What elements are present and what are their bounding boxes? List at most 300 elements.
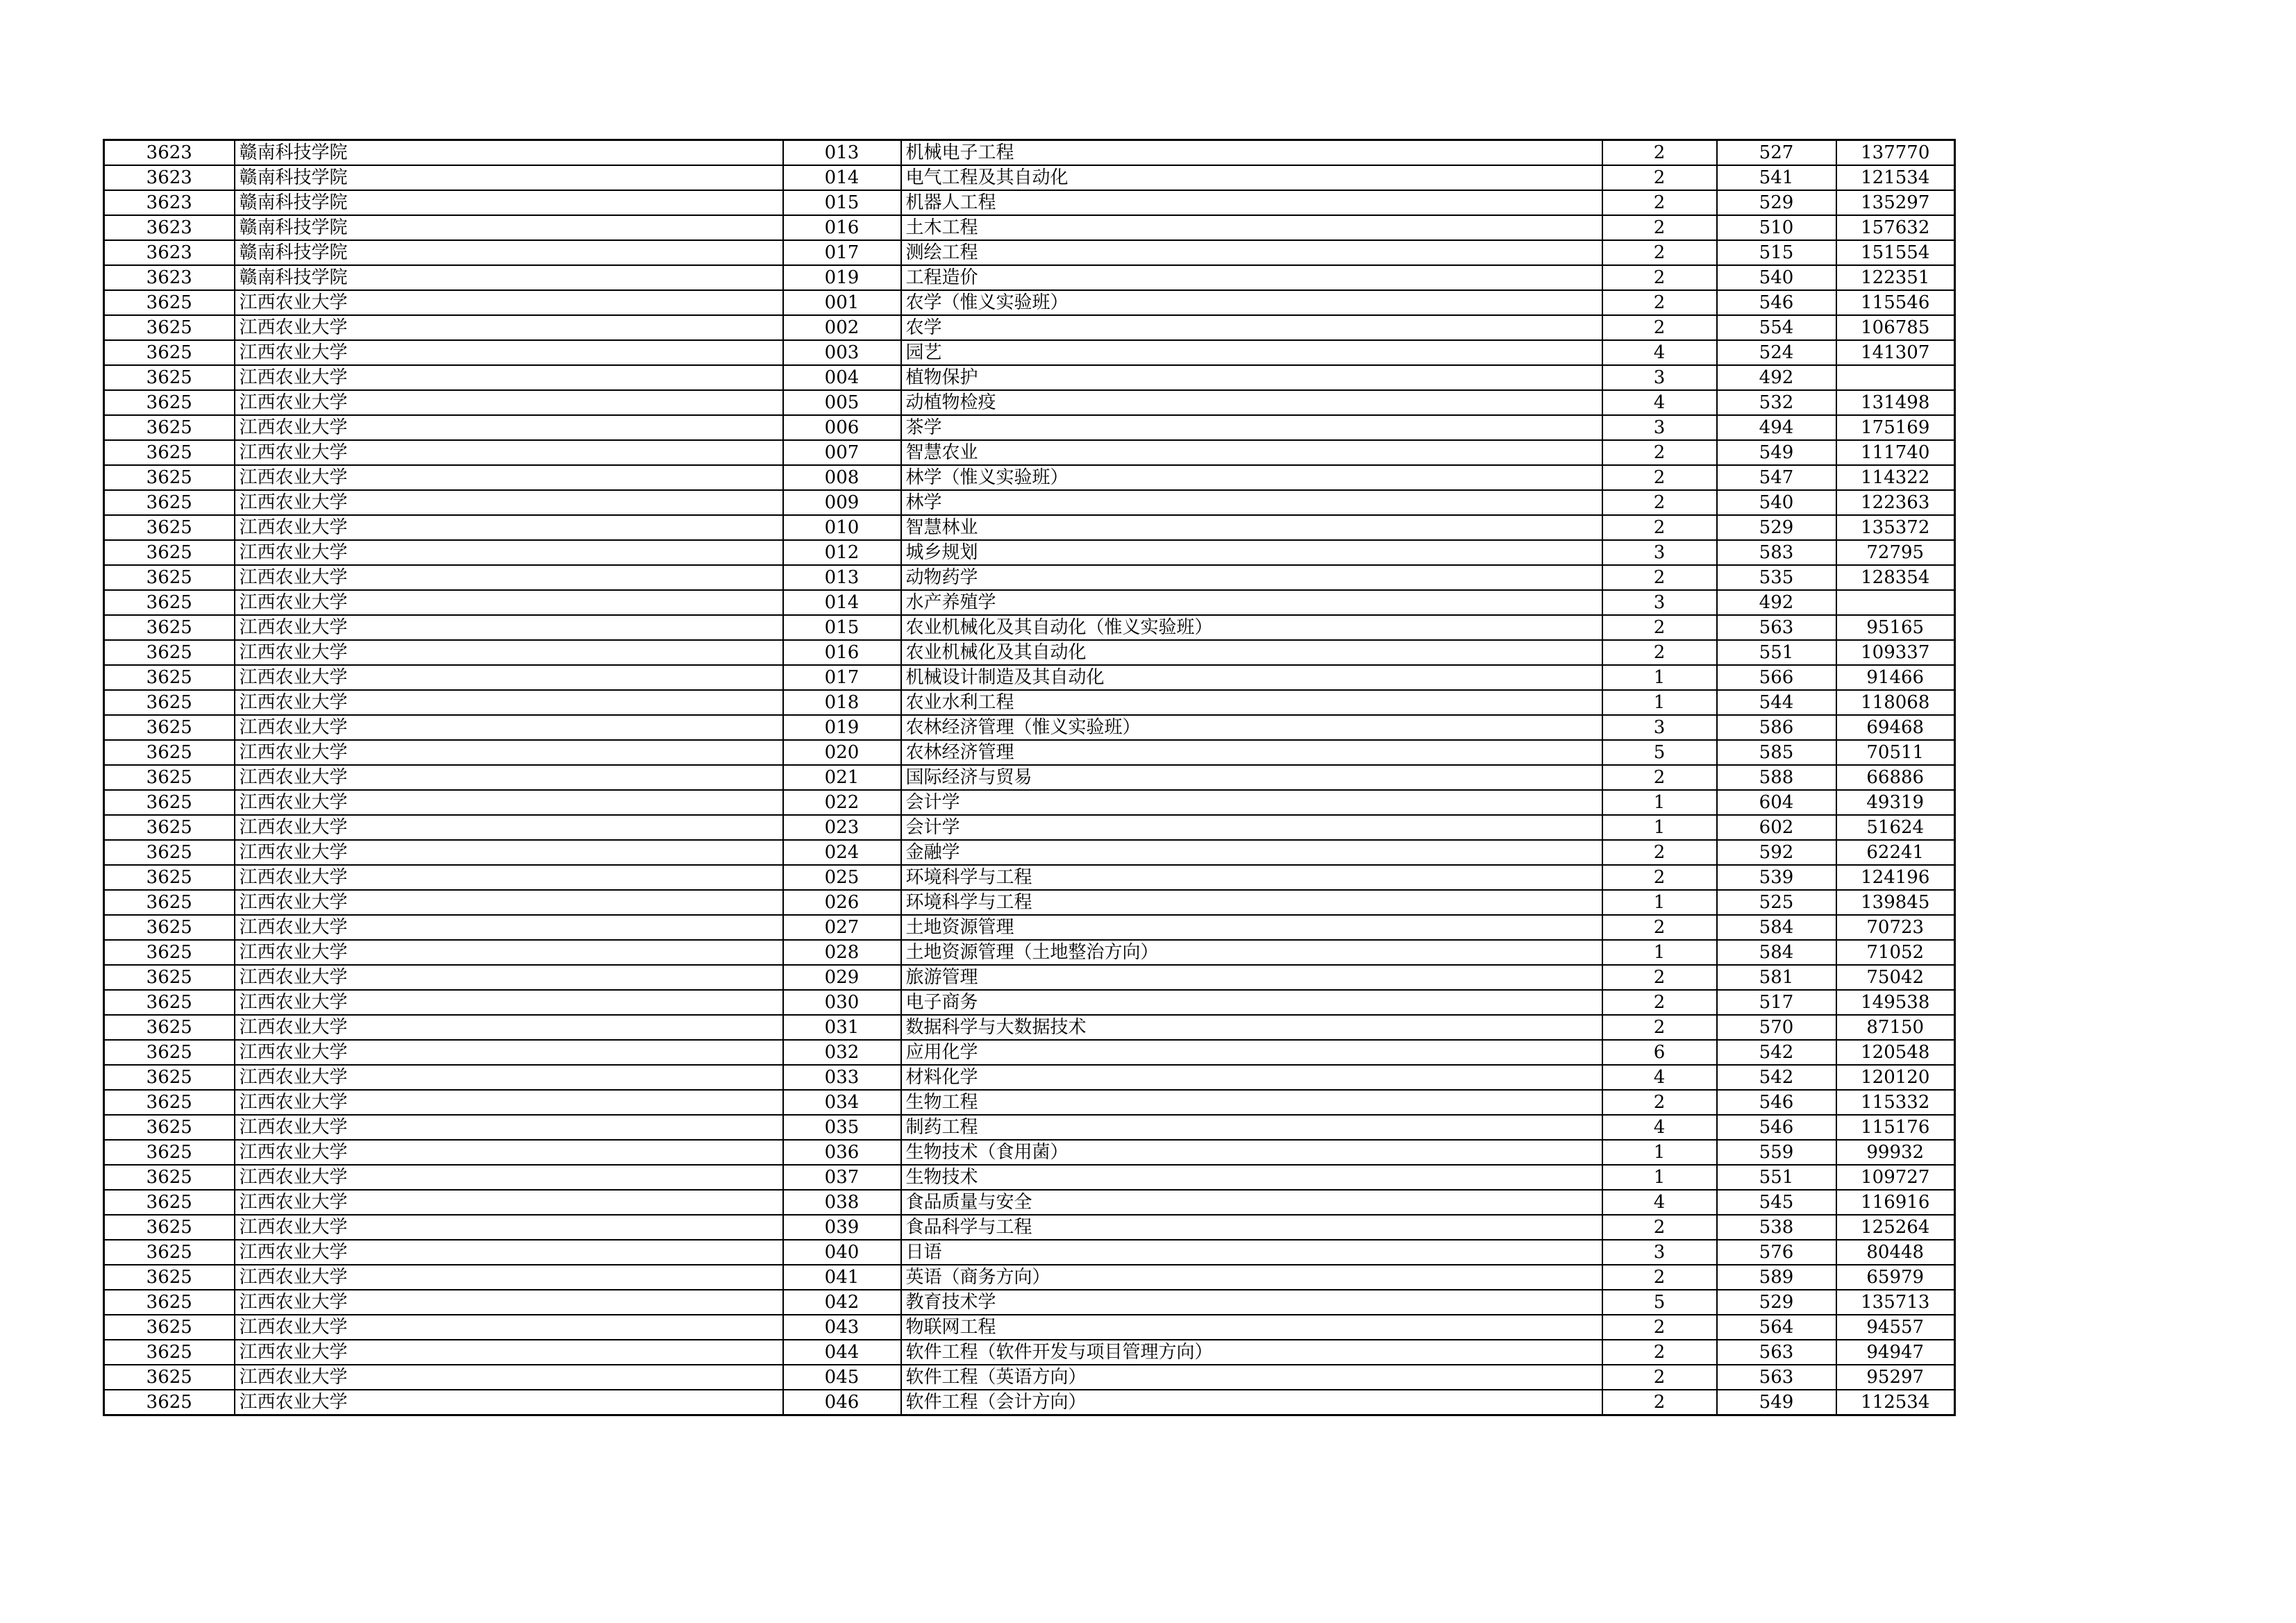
plan-count-cell: 2 bbox=[1602, 1365, 1717, 1390]
table-row bbox=[104, 565, 1955, 590]
school-name-cell: 江西农业大学 bbox=[235, 465, 783, 490]
major-code-cell: 009 bbox=[783, 490, 901, 515]
plan-count-cell: 2 bbox=[1602, 1090, 1717, 1115]
min-score-cell: 529 bbox=[1717, 515, 1836, 540]
table-row bbox=[104, 665, 1955, 690]
school-name-cell: 江西农业大学 bbox=[235, 1040, 783, 1065]
min-rank-cell: 94557 bbox=[1836, 1315, 1955, 1340]
major-code-cell: 014 bbox=[783, 590, 901, 615]
major-code-cell: 028 bbox=[783, 940, 901, 965]
major-code-cell: 012 bbox=[783, 540, 901, 565]
school-code-cell: 3625 bbox=[104, 1365, 235, 1390]
table-row bbox=[104, 765, 1955, 790]
min-score-cell: 592 bbox=[1717, 840, 1836, 865]
min-rank-cell: 70723 bbox=[1836, 915, 1955, 940]
major-name-cell: 软件工程（软件开发与项目管理方向） bbox=[901, 1340, 1602, 1365]
min-rank-cell: 51624 bbox=[1836, 815, 1955, 840]
major-name-cell: 教育技术学 bbox=[901, 1290, 1602, 1315]
min-rank-cell: 70511 bbox=[1836, 740, 1955, 765]
school-code-cell: 3625 bbox=[104, 965, 235, 990]
table-row bbox=[104, 690, 1955, 715]
school-code-cell: 3623 bbox=[104, 265, 235, 290]
school-code-cell: 3625 bbox=[104, 715, 235, 740]
plan-count-cell: 2 bbox=[1602, 465, 1717, 490]
table-row bbox=[104, 865, 1955, 890]
major-name-cell: 土地资源管理 bbox=[901, 915, 1602, 940]
school-code-cell: 3625 bbox=[104, 890, 235, 915]
plan-count-cell: 1 bbox=[1602, 790, 1717, 815]
school-name-cell: 江西农业大学 bbox=[235, 665, 783, 690]
min-rank-cell: 62241 bbox=[1836, 840, 1955, 865]
major-code-cell: 036 bbox=[783, 1140, 901, 1165]
school-name-cell: 江西农业大学 bbox=[235, 990, 783, 1015]
school-name-cell: 江西农业大学 bbox=[235, 940, 783, 965]
school-name-cell: 江西农业大学 bbox=[235, 515, 783, 540]
major-code-cell: 023 bbox=[783, 815, 901, 840]
school-name-cell: 江西农业大学 bbox=[235, 415, 783, 440]
major-code-cell: 024 bbox=[783, 840, 901, 865]
school-name-cell: 赣南科技学院 bbox=[235, 190, 783, 215]
school-code-cell: 3625 bbox=[104, 615, 235, 640]
school-code-cell: 3625 bbox=[104, 865, 235, 890]
plan-count-cell: 1 bbox=[1602, 665, 1717, 690]
min-score-cell: 551 bbox=[1717, 640, 1836, 665]
major-code-cell: 037 bbox=[783, 1165, 901, 1190]
school-name-cell: 江西农业大学 bbox=[235, 840, 783, 865]
plan-count-cell: 6 bbox=[1602, 1040, 1717, 1065]
plan-count-cell: 3 bbox=[1602, 540, 1717, 565]
major-code-cell: 044 bbox=[783, 1340, 901, 1365]
min-score-cell: 492 bbox=[1717, 365, 1836, 390]
school-code-cell: 3625 bbox=[104, 490, 235, 515]
plan-count-cell: 2 bbox=[1602, 265, 1717, 290]
plan-count-cell: 2 bbox=[1602, 965, 1717, 990]
school-code-cell: 3625 bbox=[104, 440, 235, 465]
school-name-cell: 江西农业大学 bbox=[235, 715, 783, 740]
table-row bbox=[104, 215, 1955, 240]
min-score-cell: 524 bbox=[1717, 340, 1836, 365]
table-row bbox=[104, 390, 1955, 415]
school-code-cell: 3623 bbox=[104, 165, 235, 190]
major-code-cell: 005 bbox=[783, 390, 901, 415]
major-name-cell: 土地资源管理（土地整治方向） bbox=[901, 940, 1602, 965]
major-code-cell: 003 bbox=[783, 340, 901, 365]
plan-count-cell: 2 bbox=[1602, 615, 1717, 640]
table-row bbox=[104, 815, 1955, 840]
major-code-cell: 030 bbox=[783, 990, 901, 1015]
school-code-cell: 3625 bbox=[104, 765, 235, 790]
table-row bbox=[104, 890, 1955, 915]
major-code-cell: 017 bbox=[783, 665, 901, 690]
table-row bbox=[104, 1140, 1955, 1165]
plan-count-cell: 2 bbox=[1602, 1315, 1717, 1340]
school-name-cell: 江西农业大学 bbox=[235, 790, 783, 815]
min-score-cell: 576 bbox=[1717, 1240, 1836, 1265]
major-code-cell: 002 bbox=[783, 315, 901, 340]
school-code-cell: 3625 bbox=[104, 815, 235, 840]
plan-count-cell: 2 bbox=[1602, 765, 1717, 790]
school-code-cell: 3625 bbox=[104, 1190, 235, 1215]
major-code-cell: 016 bbox=[783, 215, 901, 240]
major-name-cell: 林学 bbox=[901, 490, 1602, 515]
min-rank-cell: 128354 bbox=[1836, 565, 1955, 590]
plan-count-cell: 2 bbox=[1602, 840, 1717, 865]
min-rank-cell: 118068 bbox=[1836, 690, 1955, 715]
min-score-cell: 540 bbox=[1717, 265, 1836, 290]
min-rank-cell: 115546 bbox=[1836, 290, 1955, 315]
min-score-cell: 583 bbox=[1717, 540, 1836, 565]
table-row bbox=[104, 140, 1955, 166]
major-name-cell: 物联网工程 bbox=[901, 1315, 1602, 1340]
major-code-cell: 008 bbox=[783, 465, 901, 490]
school-name-cell: 江西农业大学 bbox=[235, 1015, 783, 1040]
major-code-cell: 046 bbox=[783, 1390, 901, 1415]
min-rank-cell bbox=[1836, 590, 1955, 615]
min-score-cell: 559 bbox=[1717, 1140, 1836, 1165]
plan-count-cell: 2 bbox=[1602, 865, 1717, 890]
min-score-cell: 584 bbox=[1717, 940, 1836, 965]
min-score-cell: 549 bbox=[1717, 1390, 1836, 1415]
major-code-cell: 016 bbox=[783, 640, 901, 665]
min-score-cell: 585 bbox=[1717, 740, 1836, 765]
major-name-cell: 旅游管理 bbox=[901, 965, 1602, 990]
min-rank-cell: 124196 bbox=[1836, 865, 1955, 890]
table-row bbox=[104, 1390, 1955, 1415]
major-code-cell: 015 bbox=[783, 190, 901, 215]
school-name-cell: 赣南科技学院 bbox=[235, 240, 783, 265]
major-name-cell: 食品质量与安全 bbox=[901, 1190, 1602, 1215]
plan-count-cell: 2 bbox=[1602, 990, 1717, 1015]
school-code-cell: 3625 bbox=[104, 640, 235, 665]
min-score-cell: 527 bbox=[1717, 140, 1836, 166]
school-code-cell: 3625 bbox=[104, 465, 235, 490]
plan-count-cell: 2 bbox=[1602, 915, 1717, 940]
school-name-cell: 江西农业大学 bbox=[235, 765, 783, 790]
school-code-cell: 3625 bbox=[104, 840, 235, 865]
major-code-cell: 031 bbox=[783, 1015, 901, 1040]
major-name-cell: 环境科学与工程 bbox=[901, 865, 1602, 890]
plan-count-cell: 2 bbox=[1602, 640, 1717, 665]
school-name-cell: 江西农业大学 bbox=[235, 1065, 783, 1090]
major-code-cell: 017 bbox=[783, 240, 901, 265]
table-row bbox=[104, 1290, 1955, 1315]
plan-count-cell: 2 bbox=[1602, 190, 1717, 215]
min-score-cell: 515 bbox=[1717, 240, 1836, 265]
school-code-cell: 3623 bbox=[104, 190, 235, 215]
table-row bbox=[104, 1340, 1955, 1365]
school-name-cell: 江西农业大学 bbox=[235, 690, 783, 715]
school-name-cell: 赣南科技学院 bbox=[235, 265, 783, 290]
table-row bbox=[104, 1215, 1955, 1240]
major-code-cell: 019 bbox=[783, 715, 901, 740]
table-row bbox=[104, 240, 1955, 265]
major-code-cell: 018 bbox=[783, 690, 901, 715]
table-row bbox=[104, 615, 1955, 640]
min-rank-cell: 121534 bbox=[1836, 165, 1955, 190]
school-name-cell: 江西农业大学 bbox=[235, 1340, 783, 1365]
plan-count-cell: 1 bbox=[1602, 890, 1717, 915]
major-code-cell: 010 bbox=[783, 515, 901, 540]
min-score-cell: 581 bbox=[1717, 965, 1836, 990]
table-row bbox=[104, 740, 1955, 765]
school-code-cell: 3623 bbox=[104, 215, 235, 240]
school-code-cell: 3625 bbox=[104, 290, 235, 315]
plan-count-cell: 2 bbox=[1602, 240, 1717, 265]
major-name-cell: 机械电子工程 bbox=[901, 140, 1602, 166]
table-row bbox=[104, 1240, 1955, 1265]
school-code-cell: 3625 bbox=[104, 690, 235, 715]
school-code-cell: 3625 bbox=[104, 1090, 235, 1115]
min-rank-cell: 125264 bbox=[1836, 1215, 1955, 1240]
table-row bbox=[104, 465, 1955, 490]
major-name-cell: 食品科学与工程 bbox=[901, 1215, 1602, 1240]
school-name-cell: 江西农业大学 bbox=[235, 1290, 783, 1315]
min-rank-cell: 66886 bbox=[1836, 765, 1955, 790]
table-row bbox=[104, 715, 1955, 740]
plan-count-cell: 2 bbox=[1602, 565, 1717, 590]
major-name-cell: 软件工程（英语方向） bbox=[901, 1365, 1602, 1390]
min-rank-cell: 157632 bbox=[1836, 215, 1955, 240]
major-code-cell: 032 bbox=[783, 1040, 901, 1065]
major-code-cell: 019 bbox=[783, 265, 901, 290]
major-name-cell: 国际经济与贸易 bbox=[901, 765, 1602, 790]
table-row bbox=[104, 965, 1955, 990]
min-score-cell: 566 bbox=[1717, 665, 1836, 690]
min-score-cell: 589 bbox=[1717, 1265, 1836, 1290]
min-score-cell: 532 bbox=[1717, 390, 1836, 415]
plan-count-cell: 3 bbox=[1602, 1240, 1717, 1265]
major-code-cell: 042 bbox=[783, 1290, 901, 1315]
min-rank-cell: 131498 bbox=[1836, 390, 1955, 415]
min-rank-cell: 65979 bbox=[1836, 1265, 1955, 1290]
min-score-cell: 586 bbox=[1717, 715, 1836, 740]
min-rank-cell: 151554 bbox=[1836, 240, 1955, 265]
major-code-cell: 022 bbox=[783, 790, 901, 815]
min-rank-cell: 49319 bbox=[1836, 790, 1955, 815]
school-code-cell: 3625 bbox=[104, 515, 235, 540]
min-score-cell: 546 bbox=[1717, 290, 1836, 315]
min-score-cell: 525 bbox=[1717, 890, 1836, 915]
min-rank-cell: 69468 bbox=[1836, 715, 1955, 740]
school-name-cell: 江西农业大学 bbox=[235, 540, 783, 565]
major-code-cell: 007 bbox=[783, 440, 901, 465]
school-code-cell: 3625 bbox=[104, 1015, 235, 1040]
major-name-cell: 软件工程（会计方向） bbox=[901, 1390, 1602, 1415]
min-rank-cell: 137770 bbox=[1836, 140, 1955, 166]
min-rank-cell: 75042 bbox=[1836, 965, 1955, 990]
major-code-cell: 045 bbox=[783, 1365, 901, 1390]
major-code-cell: 026 bbox=[783, 890, 901, 915]
plan-count-cell: 1 bbox=[1602, 1140, 1717, 1165]
plan-count-cell: 5 bbox=[1602, 1290, 1717, 1315]
min-score-cell: 551 bbox=[1717, 1165, 1836, 1190]
min-score-cell: 554 bbox=[1717, 315, 1836, 340]
min-rank-cell: 109337 bbox=[1836, 640, 1955, 665]
major-code-cell: 034 bbox=[783, 1090, 901, 1115]
major-name-cell: 农林经济管理（惟义实验班） bbox=[901, 715, 1602, 740]
school-code-cell: 3625 bbox=[104, 1115, 235, 1140]
school-code-cell: 3625 bbox=[104, 540, 235, 565]
min-rank-cell: 106785 bbox=[1836, 315, 1955, 340]
major-name-cell: 园艺 bbox=[901, 340, 1602, 365]
school-code-cell: 3623 bbox=[104, 140, 235, 166]
table-row bbox=[104, 1165, 1955, 1190]
table-row bbox=[104, 1090, 1955, 1115]
major-code-cell: 039 bbox=[783, 1215, 901, 1240]
min-rank-cell: 135297 bbox=[1836, 190, 1955, 215]
school-code-cell: 3625 bbox=[104, 1340, 235, 1365]
school-name-cell: 江西农业大学 bbox=[235, 965, 783, 990]
min-rank-cell: 95165 bbox=[1836, 615, 1955, 640]
major-code-cell: 041 bbox=[783, 1265, 901, 1290]
school-code-cell: 3625 bbox=[104, 790, 235, 815]
major-name-cell: 英语（商务方向） bbox=[901, 1265, 1602, 1290]
school-name-cell: 江西农业大学 bbox=[235, 1090, 783, 1115]
major-code-cell: 027 bbox=[783, 915, 901, 940]
major-name-cell: 林学（惟义实验班） bbox=[901, 465, 1602, 490]
min-score-cell: 584 bbox=[1717, 915, 1836, 940]
min-rank-cell: 109727 bbox=[1836, 1165, 1955, 1190]
min-rank-cell: 80448 bbox=[1836, 1240, 1955, 1265]
table-row bbox=[104, 415, 1955, 440]
school-name-cell: 江西农业大学 bbox=[235, 740, 783, 765]
major-name-cell: 生物技术（食用菌） bbox=[901, 1140, 1602, 1165]
table-row bbox=[104, 440, 1955, 465]
min-score-cell: 544 bbox=[1717, 690, 1836, 715]
plan-count-cell: 2 bbox=[1602, 1265, 1717, 1290]
plan-count-cell: 1 bbox=[1602, 940, 1717, 965]
school-name-cell: 江西农业大学 bbox=[235, 1140, 783, 1165]
plan-count-cell: 3 bbox=[1602, 715, 1717, 740]
school-name-cell: 江西农业大学 bbox=[235, 1390, 783, 1415]
school-name-cell: 江西农业大学 bbox=[235, 1240, 783, 1265]
min-score-cell: 541 bbox=[1717, 165, 1836, 190]
school-code-cell: 3625 bbox=[104, 365, 235, 390]
school-code-cell: 3625 bbox=[104, 940, 235, 965]
min-rank-cell: 115176 bbox=[1836, 1115, 1955, 1140]
min-score-cell: 588 bbox=[1717, 765, 1836, 790]
plan-count-cell: 2 bbox=[1602, 1015, 1717, 1040]
school-code-cell: 3625 bbox=[104, 590, 235, 615]
table-row bbox=[104, 1265, 1955, 1290]
major-name-cell: 动物药学 bbox=[901, 565, 1602, 590]
table-row bbox=[104, 1365, 1955, 1390]
table-row bbox=[104, 840, 1955, 865]
school-code-cell: 3625 bbox=[104, 1390, 235, 1415]
major-name-cell: 机器人工程 bbox=[901, 190, 1602, 215]
school-code-cell: 3625 bbox=[104, 390, 235, 415]
table-row bbox=[104, 290, 1955, 315]
plan-count-cell: 1 bbox=[1602, 815, 1717, 840]
school-name-cell: 赣南科技学院 bbox=[235, 140, 783, 166]
table-row bbox=[104, 940, 1955, 965]
school-name-cell: 江西农业大学 bbox=[235, 1215, 783, 1240]
major-name-cell: 电子商务 bbox=[901, 990, 1602, 1015]
table-row bbox=[104, 1015, 1955, 1040]
major-name-cell: 工程造价 bbox=[901, 265, 1602, 290]
school-name-cell: 江西农业大学 bbox=[235, 590, 783, 615]
major-code-cell: 004 bbox=[783, 365, 901, 390]
table-row bbox=[104, 515, 1955, 540]
major-name-cell: 数据科学与大数据技术 bbox=[901, 1015, 1602, 1040]
major-code-cell: 014 bbox=[783, 165, 901, 190]
min-rank-cell: 120548 bbox=[1836, 1040, 1955, 1065]
school-name-cell: 江西农业大学 bbox=[235, 865, 783, 890]
major-code-cell: 015 bbox=[783, 615, 901, 640]
plan-count-cell: 2 bbox=[1602, 490, 1717, 515]
min-score-cell: 517 bbox=[1717, 990, 1836, 1015]
school-name-cell: 江西农业大学 bbox=[235, 440, 783, 465]
plan-count-cell: 2 bbox=[1602, 290, 1717, 315]
min-rank-cell: 114322 bbox=[1836, 465, 1955, 490]
min-score-cell: 529 bbox=[1717, 190, 1836, 215]
major-name-cell: 动植物检疫 bbox=[901, 390, 1602, 415]
table-row bbox=[104, 790, 1955, 815]
min-score-cell: 546 bbox=[1717, 1090, 1836, 1115]
major-name-cell: 城乡规划 bbox=[901, 540, 1602, 565]
major-code-cell: 001 bbox=[783, 290, 901, 315]
min-score-cell: 540 bbox=[1717, 490, 1836, 515]
school-code-cell: 3625 bbox=[104, 1040, 235, 1065]
table-row bbox=[104, 315, 1955, 340]
plan-count-cell: 2 bbox=[1602, 315, 1717, 340]
min-rank-cell: 141307 bbox=[1836, 340, 1955, 365]
major-name-cell: 茶学 bbox=[901, 415, 1602, 440]
major-code-cell: 035 bbox=[783, 1115, 901, 1140]
table-row bbox=[104, 165, 1955, 190]
school-code-cell: 3625 bbox=[104, 915, 235, 940]
min-score-cell: 547 bbox=[1717, 465, 1836, 490]
major-name-cell: 材料化学 bbox=[901, 1065, 1602, 1090]
school-name-cell: 江西农业大学 bbox=[235, 1115, 783, 1140]
min-rank-cell bbox=[1836, 365, 1955, 390]
min-score-cell: 538 bbox=[1717, 1215, 1836, 1240]
school-code-cell: 3625 bbox=[104, 1215, 235, 1240]
plan-count-cell: 4 bbox=[1602, 1065, 1717, 1090]
school-code-cell: 3625 bbox=[104, 565, 235, 590]
min-score-cell: 510 bbox=[1717, 215, 1836, 240]
major-name-cell: 农学（惟义实验班） bbox=[901, 290, 1602, 315]
plan-count-cell: 2 bbox=[1602, 165, 1717, 190]
min-score-cell: 546 bbox=[1717, 1115, 1836, 1140]
school-name-cell: 江西农业大学 bbox=[235, 640, 783, 665]
min-rank-cell: 71052 bbox=[1836, 940, 1955, 965]
school-code-cell: 3625 bbox=[104, 1290, 235, 1315]
min-rank-cell: 122351 bbox=[1836, 265, 1955, 290]
min-rank-cell: 87150 bbox=[1836, 1015, 1955, 1040]
plan-count-cell: 2 bbox=[1602, 440, 1717, 465]
major-name-cell: 制药工程 bbox=[901, 1115, 1602, 1140]
plan-count-cell: 4 bbox=[1602, 340, 1717, 365]
school-name-cell: 江西农业大学 bbox=[235, 365, 783, 390]
major-code-cell: 013 bbox=[783, 140, 901, 166]
plan-count-cell: 3 bbox=[1602, 415, 1717, 440]
plan-count-cell: 2 bbox=[1602, 1215, 1717, 1240]
school-code-cell: 3625 bbox=[104, 1165, 235, 1190]
min-score-cell: 570 bbox=[1717, 1015, 1836, 1040]
min-score-cell: 549 bbox=[1717, 440, 1836, 465]
major-name-cell: 机械设计制造及其自动化 bbox=[901, 665, 1602, 690]
school-name-cell: 江西农业大学 bbox=[235, 1365, 783, 1390]
school-name-cell: 江西农业大学 bbox=[235, 915, 783, 940]
min-score-cell: 535 bbox=[1717, 565, 1836, 590]
min-score-cell: 545 bbox=[1717, 1190, 1836, 1215]
school-code-cell: 3625 bbox=[104, 1315, 235, 1340]
major-name-cell: 农学 bbox=[901, 315, 1602, 340]
school-code-cell: 3625 bbox=[104, 990, 235, 1015]
min-score-cell: 564 bbox=[1717, 1315, 1836, 1340]
major-code-cell: 006 bbox=[783, 415, 901, 440]
